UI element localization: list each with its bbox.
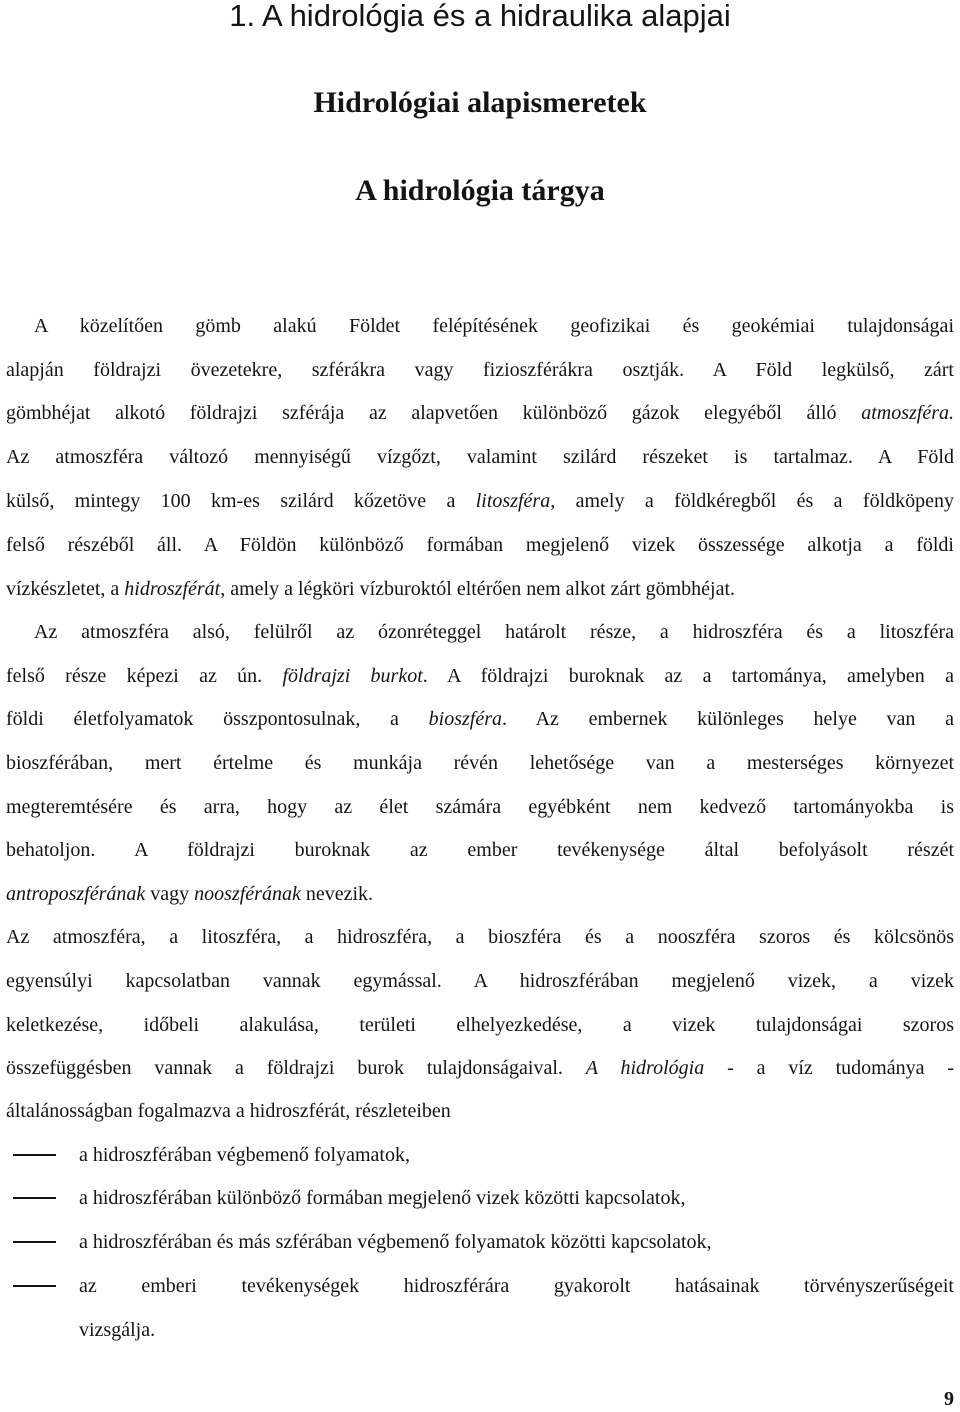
text-line: [34, 617, 954, 647]
text-segment-italic: hidroszférát: [124, 578, 221, 600]
section-title: A hidrológia tárgya: [355, 174, 605, 207]
text-segment-italic: antroposzférának: [6, 883, 146, 905]
text-line: [6, 442, 954, 472]
text-segment: behatoljon. A földrajzi buroknak az ember tevékenysége által befolyásolt részét: [6, 839, 954, 861]
text-segment: vagy: [145, 883, 195, 905]
dash-bullet-icon: [13, 1241, 56, 1243]
text-line: [6, 1096, 954, 1126]
text-segment-italic: litoszféra,: [475, 490, 556, 512]
list-item: [6, 1227, 954, 1257]
text-line: [6, 966, 954, 996]
chapter-title: 1. A hidrológia és a hidraulika alapjai: [229, 0, 731, 33]
list-item-text: a hidroszférában különböző formában megjelenő vizek közötti kapcsolatok,: [79, 1187, 686, 1209]
text-segment: Az atmoszféra alsó, felülről az ózonréteggel határolt része, a hidroszféra és a litoszféra: [34, 621, 954, 643]
text-line: [6, 922, 954, 952]
text-line: [34, 311, 954, 341]
text-segment: keletkezése, időbeli alakulása, területi elhelyezkedése, a vizek tulajdonságai szoros: [6, 1014, 954, 1036]
list-item-text: a hidroszférában végbemenő folyamatok,: [79, 1144, 410, 1166]
text-segment: megteremtésére és arra, hogy az élet számára egyébként nem kedvező tartományokba is: [6, 796, 954, 818]
text-segment: . Az embernek különleges helye van a: [501, 708, 954, 730]
text-segment: - a víz tudománya -: [704, 1057, 955, 1079]
text-segment: A közelítően gömb alakú Földet felépítésének geofizikai és geokémiai tulajdonságai: [34, 315, 954, 337]
text-segment: , amely a légköri vízburoktól eltérően nem alkot zárt gömbhéjat.: [220, 578, 736, 600]
list-item: [6, 1140, 954, 1170]
text-line: [6, 748, 954, 778]
list-item: [6, 1271, 954, 1341]
text-line: [6, 530, 954, 560]
text-segment: amely a földkéregből és a földköpeny: [555, 490, 955, 512]
text-segment: vízkészletet, a: [6, 578, 125, 600]
text-line: [6, 1053, 954, 1083]
text-segment: egyensúlyi kapcsolatban vannak egymással. A hidroszférában megjelenő vizek, a vizek: [6, 970, 954, 992]
text-line: [6, 704, 954, 734]
text-segment: nevezik.: [300, 883, 374, 905]
dash-bullet-icon: [13, 1285, 56, 1287]
text-segment: felső részéből áll. A Földön különböző formában megjelenő vizek összessége alkotja a földi: [6, 534, 954, 556]
text-segment: összefüggésben vannak a földrajzi burok tulajdonságaival.: [6, 1057, 586, 1079]
list-item-text: vizsgálja.: [79, 1319, 156, 1341]
text-line: [6, 792, 954, 822]
text-line: [6, 661, 954, 691]
text-line: [6, 1010, 954, 1040]
dash-bullet-icon: [13, 1154, 56, 1156]
text-line: [6, 879, 954, 909]
text-segment-italic: nooszférának: [194, 883, 301, 905]
text-segment: Az atmoszféra változó mennyiségű vízgőzt, valamint szilárd részeket is tartalmaz. A Föld: [6, 446, 954, 468]
text-line: [6, 355, 954, 385]
list-item-text: az emberi tevékenységek hidroszférára gyakorolt hatásainak törvényszerűségeit: [79, 1275, 954, 1297]
page-number: 9: [944, 1388, 954, 1410]
text-segment-italic: földrajzi burkot: [282, 665, 423, 687]
list-item: [6, 1183, 954, 1213]
text-line: [6, 398, 954, 428]
text-segment: felső része képezi az ún.: [6, 665, 283, 687]
text-segment-italic: A hidrológia: [585, 1057, 705, 1079]
text-segment: . A földrajzi buroknak az a tartománya, amelyben a: [422, 665, 954, 687]
text-segment: külső, mintegy 100 km-es szilárd kőzetöve a: [6, 490, 476, 512]
text-segment: gömbhéjat alkotó földrajzi szférája az alapvetően különböző gázok elegyéből álló: [6, 402, 862, 424]
text-segment: alapján földrajzi övezetekre, szférákra vagy fizioszférákra osztják. A Föld legkülső, zárt: [6, 359, 954, 381]
text-segment: bioszférában, mert értelme és munkája révén lehetősége van a mesterséges környezet: [6, 752, 954, 774]
subtitle: Hidrológiai alapismeretek: [313, 86, 647, 119]
text-segment: földi életfolyamatok összpontosulnak, a: [6, 708, 429, 730]
text-segment: általánosságban fogalmazva a hidroszférát, részleteiben: [6, 1100, 451, 1122]
text-line: [6, 486, 954, 516]
text-segment-italic: bioszféra: [428, 708, 502, 730]
text-line: [6, 835, 954, 865]
dash-bullet-icon: [13, 1197, 56, 1199]
text-segment-italic: atmoszféra.: [861, 402, 954, 424]
list-item-text: a hidroszférában és más szférában végbemenő folyamatok közötti kapcsolatok,: [79, 1231, 712, 1253]
text-segment: Az atmoszféra, a litoszféra, a hidroszféra, a bioszféra és a nooszféra szoros és kölcsönös: [6, 926, 954, 948]
text-line: [6, 574, 954, 604]
